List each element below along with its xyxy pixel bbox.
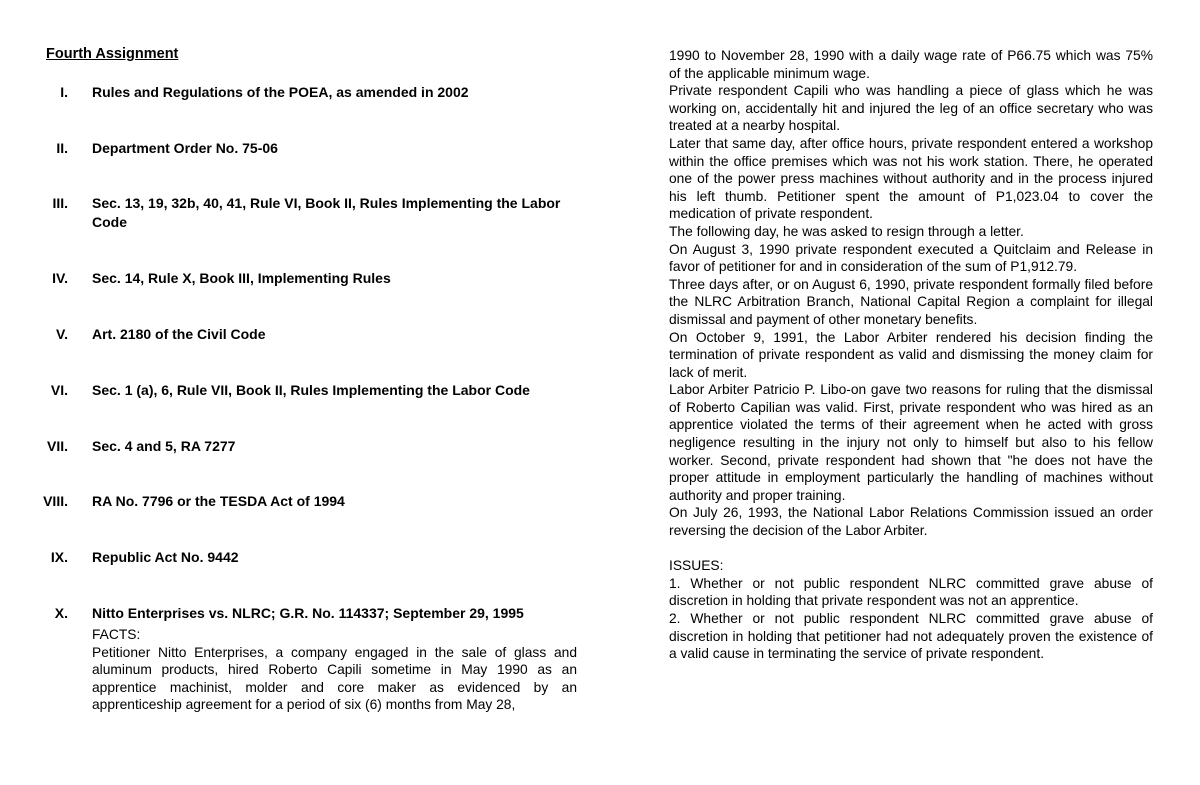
item-text: Art. 2180 of the Civil Code <box>92 326 266 342</box>
item-number: X. <box>54 605 68 621</box>
item-number: II. <box>56 140 68 156</box>
item-text: Sec. 13, 19, 32b, 40, 41, Rule VI, Book II, Rules Implementing the Labor Code <box>92 195 561 230</box>
item-text: Republic Act No. 9442 <box>92 549 239 565</box>
paragraph: Private respondent Capili who was handling a piece of glass which he was working on, accidentally hit and injured the leg of an office secretary who was treated at a nearby hospital. <box>669 83 1153 134</box>
item-number: I. <box>60 84 68 100</box>
item-number: V. <box>56 326 68 342</box>
issue-item: 1. Whether or not public respondent NLRC committed grave abuse of discretion in holding that private respondent was not an apprentice. <box>669 575 1153 609</box>
paragraph: Three days after, or on August 6, 1990, private respondent formally filed before the NLRC Arbitration Branch, National Capital Region a complaint for illegal dismissal and payment of other monetary benefits. <box>669 276 1153 327</box>
facts-section <box>92 626 577 714</box>
paragraph: Labor Arbiter Patricio P. Libo-on gave two reasons for ruling that the dismissal of Roberto Capilian was valid. First, private respondent who was hired as an apprentice violated the terms of their agreement when he acted with gross negligence resulting in the injury not only to himself but also to his fellow worker. Second, private respondent had shown that "he does not have the proper attitude in employment particularly the handling of machines without authority and proper training. <box>669 382 1153 503</box>
paragraph: On October 9, 1991, the Labor Arbiter rendered his decision finding the termination of private respondent as valid and dismissing the money claim for lack of merit. <box>669 329 1153 380</box>
paragraph: Later that same day, after office hours, private respondent entered a workshop within the office premises which was not his work station. There, he operated one of the power press machines without authority and in the process injured his left thumb. Petitioner spent the amount of P1,023.04 to cover the medication of private respondent. <box>669 135 1153 222</box>
right-column <box>669 47 1153 663</box>
paragraph: 1990 to November 28, 1990 with a daily wage rate of P66.75 which was 75% of the applicable minimum wage. <box>669 48 1153 81</box>
item-number: VI. <box>50 382 68 398</box>
item-number: VII. <box>46 438 68 454</box>
facts-paragraph: Petitioner Nitto Enterprises, a company engaged in the sale of glass and aluminum products, hired Roberto Capili sometime in May 1990 as an apprentice machinist, molder and core maker as evidenced by an apprenticeship agreement for a period of six (6) months from May 28, <box>92 644 577 713</box>
paragraph: The following day, he was asked to resign through a letter. <box>669 223 1024 239</box>
paragraph: On July 26, 1993, the National Labor Relations Commission issued an order reversing the decision of the Labor Arbiter. <box>669 505 1153 539</box>
item-text: Rules and Regulations of the POEA, as amended in 2002 <box>92 84 469 100</box>
item-text: Sec. 1 (a), 6, Rule VII, Book II, Rules Implementing the Labor Code <box>92 382 530 398</box>
item-text: Nitto Enterprises vs. NLRC; G.R. No. 114337; September 29, 1995 <box>92 605 524 621</box>
item-number: III. <box>52 195 68 211</box>
paragraph: On August 3, 1990 private respondent executed a Quitclaim and Release in favor of petitioner for and in consideration of the sum of P1,912.79. <box>669 241 1153 275</box>
item-text: Sec. 14, Rule X, Book III, Implementing Rules <box>92 270 391 286</box>
item-number: IX. <box>50 549 68 565</box>
item-text: RA No. 7796 or the TESDA Act of 1994 <box>92 493 345 509</box>
page-title: Fourth Assignment <box>46 46 179 62</box>
item-text: Department Order No. 75-06 <box>92 140 278 156</box>
item-number: IV. <box>52 270 68 286</box>
issue-item: 2. Whether or not public respondent NLRC committed grave abuse of discretion in holding that petitioner had not adequately proven the existence of a valid cause in terminating the service of private respondent. <box>669 611 1153 662</box>
facts-label: FACTS: <box>92 627 141 642</box>
issues-label: ISSUES: <box>669 558 724 574</box>
item-number: VIII. <box>43 493 68 509</box>
item-text: Sec. 4 and 5, RA 7277 <box>92 438 236 454</box>
spacer <box>669 540 1153 558</box>
